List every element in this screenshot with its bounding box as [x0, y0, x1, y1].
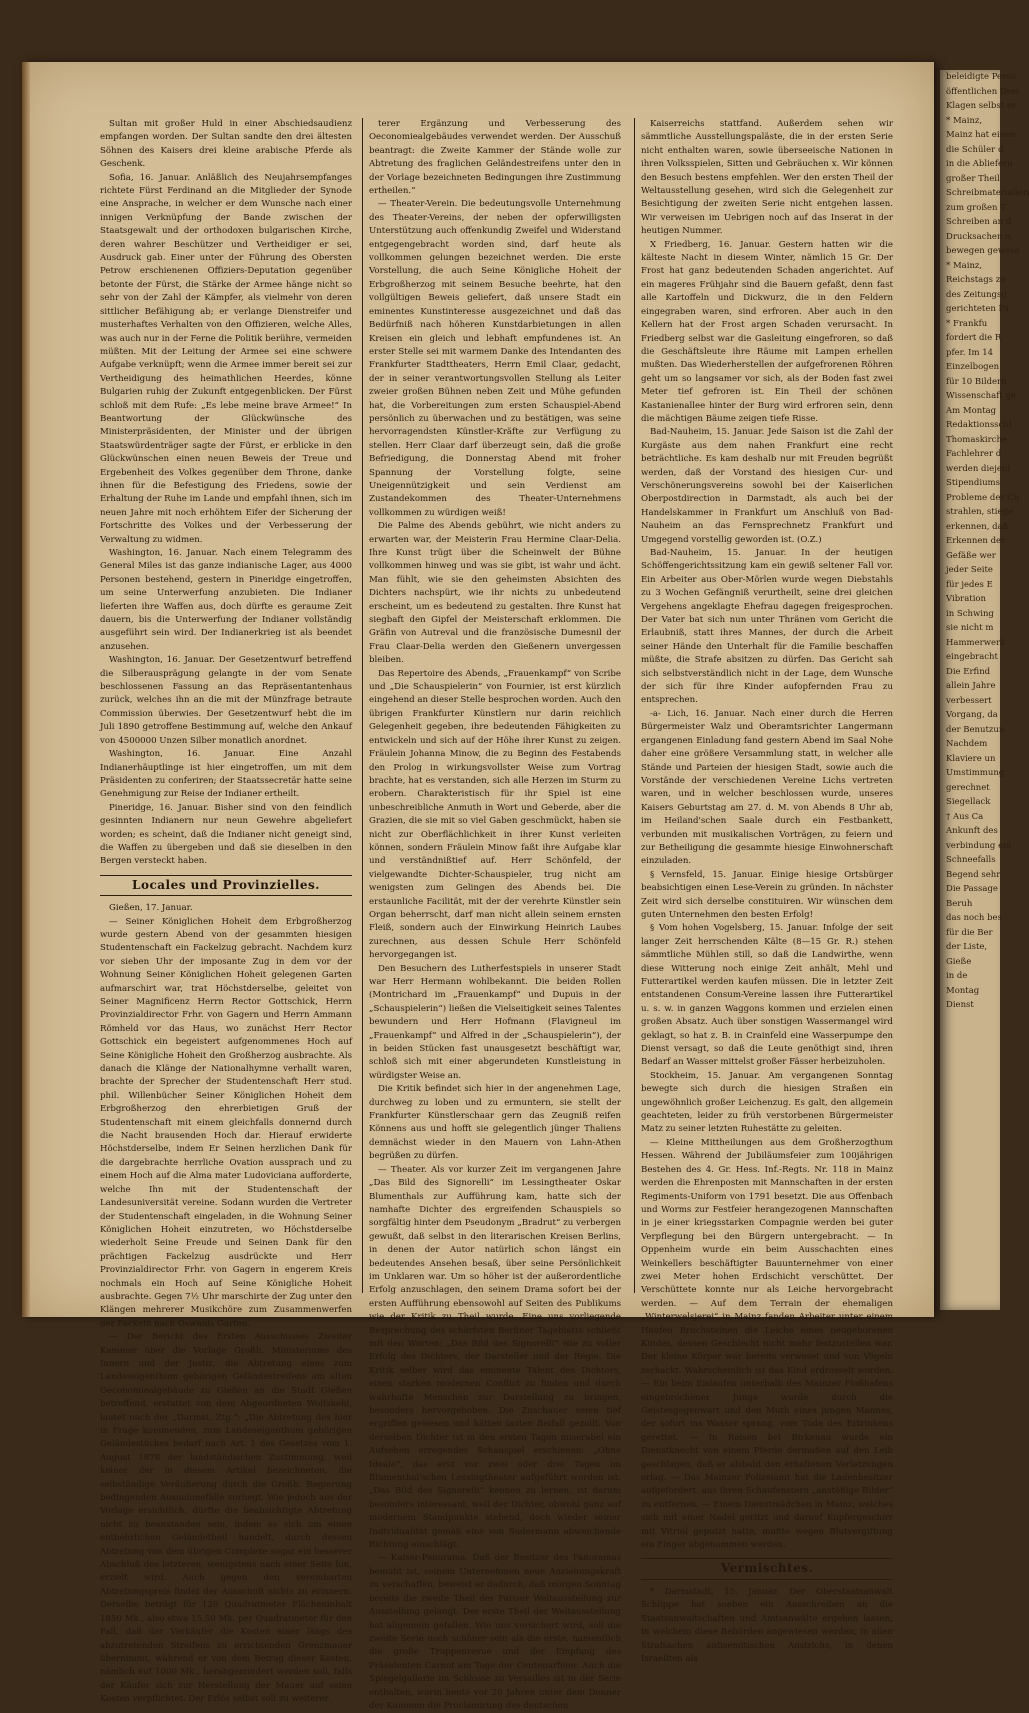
adjacent-page-fragment: † Aus Ca	[946, 811, 984, 822]
article-paragraph: Pineridge, 16. Januar. Bisher sind von den feindlich gesinnten Indianern nur neun Gewehre abgeliefert worden; es scheint, daß die Indianer nicht geneigt sind, die Waffen zu übergeben und daß sie dieselben in den Bergen versteckt haben.	[100, 802, 352, 867]
adjacent-page-fragment: Begend sehr	[946, 869, 1001, 880]
adjacent-page-fragment: für 10 Bildern	[946, 376, 1007, 387]
column-rule	[362, 118, 363, 1293]
article-paragraph: Stockheim, 15. Januar. Am vergangenen Sonntag bewegte sich durch die hiesigen Straßen ein ungewöhnlich großer Leichenzug. Es galt, den allgemein geachteten, leider zu früh verstorbenen Bürgermeister Matz zu seiner letzten Ruhestätte zu geleiten.	[641, 1070, 893, 1135]
article-paragraph: Kaiserreichs stattfand. Außerdem sehen wir sämmtliche Ausstellungspaläste, die in der ersten Serie nicht enthalten waren, sowie überseeische Nationen in ihren Volksspielen, Sitten und Gebräuchen x. Wir können den Besuch bestens empfehlen. Wer den ersten Theil der Weltausstellung gesehen, wird sich die Gelegenheit zur Besichtigung der zweiten Serie nicht entgehen lassen. Wir verweisen im Uebrigen noch auf das Inserat in der heutigen Nummer.	[641, 119, 893, 237]
adjacent-page-fragment: Dienst	[946, 1000, 974, 1010]
adjacent-page-fragment: Klaviere un	[946, 753, 996, 764]
adjacent-page-fragment: in die Ablieferu	[946, 159, 1013, 169]
adjacent-page-fragment: Reichstags zu	[946, 275, 1006, 285]
adjacent-page-fragment: Gieße	[946, 956, 972, 967]
adjacent-page-fragment: die Schüler d	[946, 144, 1004, 155]
adjacent-page-fragment: Einzelbogen	[946, 362, 1000, 372]
adjacent-page-fragment: Redaktionsschl	[946, 420, 1012, 430]
adjacent-page-fragment: für die Ber	[946, 927, 993, 938]
adjacent-page-fragment: * Frankfu	[946, 318, 988, 329]
adjacent-page-fragment: sie nicht m	[946, 623, 994, 633]
article-paragraph: — Kaiser-Panorama. Daß der Besitzer des Panoramas bemüht ist, seinem Unternehmen neue Anziehungskraft zu verschaffen, beweist er dadurch, daß morgen Sonntag bereits die zweite Theil der Pariser Weltausstellung zur Ausstellung gelangt. Der erste Theil der Weltausstellung hat allgemein gefallen. Wie uns versichert wird, soll die zweite Serie noch schöner sein als die erste, namentlich die große Truppenrevue und der Empfang des Präsidenten Carnot am Tage der Centenarfeier. Auch die Spiegelgallerie im Schlosse zu Versailles ist in der Serie enthalten, worin heute vor 20 Jahren unter dem Donner der Kanonen die Proclamirung des deutschen	[369, 1553, 621, 1711]
adjacent-page-fragment: Vibration	[946, 594, 987, 604]
adjacent-page-fragment: eingebracht	[946, 652, 998, 662]
article-paragraph: Die Palme des Abends gebührt, wie nicht anders zu erwarten war, der Meisterin Frau Hermine Claar-Delia. Ihre Kunst trügt über die Scheinwelt der Bühne vollkommen hinweg und was sie gibt, ist wahr und ächt. Man fühlt, wie sie den geheimsten Absichten des Dichters nachspürt, wie ihr nichts zu unbedeutend erscheint, um es bedeutend zu gestalten. Ihre Kunst hat siegbaft den Gipfel der Meisterschaft erklommen. Die Gräfin von Autreval und die französische Dumesnil der Frau Claar-Delia werden den Gießenern unvergessen bleiben.	[369, 521, 621, 666]
article-paragraph: § Vom hohen Vogelsberg, 15. Januar. Infolge der seit langer Zeit herrschenden Kälte (8—15 Gr. R.) stehen sämmtliche Mühlen still, so daß die Landwirthe, wenn diese Witterung noch einige Zeit anhält, Mehl und Futterartikel werden kaufen müssen. Die in letzter Zeit entstandenen Consum-Vereine lassen ihre Futterartikel u. s. w. in ganzen Waggons kommen und erzielen einen großen Absatz. Auch über sonstigen Wassermangel wird geklagt, so hat z. B. in Crainfeld eine Wasserpumpe den Dienst versagt, so daß die Leute genöthigt sind, ihren Bedarf an Wasser mittelst großer Fässer herbeizuholen.	[641, 923, 893, 1068]
adjacent-page-fragment: in de	[946, 971, 968, 981]
article-paragraph: Washington, 16. Januar. Eine Anzahl Indianerhäuptlinge ist hier eingetroffen, um mit dem Präsidenten zu conferiren; der Staatssecretär hatte seine Genehmigung zur Reise der Indianer ertheilt.	[100, 749, 352, 800]
column-rule	[634, 118, 635, 1293]
section-heading: Vermischtes.	[641, 1558, 893, 1579]
adjacent-page-fragment: bewegen gewese	[946, 246, 1020, 256]
adjacent-page-fragment: Schreiben an d	[946, 217, 1012, 227]
adjacent-page-fragment: Montag	[946, 985, 980, 996]
adjacent-page-fragment: Hammerwerk	[946, 637, 1006, 648]
adjacent-page-fragment: Nachdem	[946, 739, 988, 749]
adjacent-page-fragment: Erkennen der	[946, 536, 1006, 546]
adjacent-page-fragment: fordert die R	[946, 333, 1002, 343]
article-paragraph: Bad-Nauheim, 15. Januar. In der heutigen Schöffengerichtssitzung kam ein gewiß seltener Fall vor. Ein Arbeiter aus Ober-Mörlen wurde wegen Diebstahls zu 3 Wochen Gefängniß verurtheilt, seine drei gleichen Vergehens angeklagte Ehefrau dagegen freigesprochen. Der Vater bat sich nun unter Thränen vom Gericht die Erlaubniß, statt ihres Mannes, der durch die Arbeit seiner Hände den Unterhalt für die Familie beschaffen müßte, die Strafe absitzen zu dürfen. Das Gericht sah sich selbstverständlich nicht in der Lage, dem Wunsche der sich für ihre Kinder aufopfernden Frau zu entsprechen.	[641, 548, 893, 706]
section-heading: Locales und Provinzielles.	[100, 875, 352, 896]
adjacent-page-fragment: * Mainz,	[946, 115, 983, 126]
adjacent-page-fragment: für jedes E	[946, 579, 993, 590]
adjacent-page-fragment: jeder Seite	[946, 565, 993, 575]
adjacent-page-fragment: werden diejeni	[946, 463, 1011, 474]
article-paragraph: Washington, 16. Januar. Nach einem Telegramm des General Miles ist das ganze indianische Lager, aus 4000 Personen bestehend, gestern in Pineridge eingetroffen, um seine Unterwerfung anzubieten. Die Indianer lieferten ihre Waffen aus, doch dürfte es geraume Zeit dauern, bis die Unterwerfung der Indianer vollständig ausgeführt sein wird. Der Indianerkrieg ist als beendet anzusehen.	[100, 548, 352, 652]
adjacent-page-fragment: allein Jahre	[946, 681, 996, 691]
article-paragraph: — Seiner Königlichen Hoheit dem Erbgroßherzog wurde gestern Abend von der gesammten hiesigen Studentenschaft ein Fackelzug gebracht. Nachdem kurz vor sieben Uhr der imposante Zug in dem vor der Wohnung Seiner Königlichen Hoheit gelegenen Garten aufmarschirt war, trat Höchstderselbe, geleitet von Seiner Magnificenz Herrn Rector Gottschick, Herrn Provinzialdirector Frhr. von Gagern und Herrn Ammann Römheld vor das Haus, wo zunächst Herr Rector Gottschick ein begeistert aufgenommenes Hoch auf Seine Königliche Hoheit den Großherzog ausbrachte. Als danach die Klänge der Nationalhymne verhallt waren, brachte der Sprecher der Studentenschaft Herr stud. phil. Willenbücher Seiner Königlichen Hoheit dem Erbgroßherzog den ehrerbietigen Gruß der Studentenschaft mit einem gleichfalls donnernd durch die Nacht brausenden Hoch dar. Hierauf erwiderte Höchstderselbe, indem Er Seinen herzlichen Dank für die dargebrachte herrliche Ovation aussprach und zu einem Hoch auf die Alma mater Ludoviciana aufforderte, welche Ihn mit der Studentenschaft der Landesuniversität vereine. Sodann wurden die Vertreter der Studentenschaft eingeladen, in die Wohnung Seiner Königlichen Hoheit einzutreten, wo Höchstderselbe wiederholt Seine Freude und Seinen Dank für den prächtigen Fackelzug ausdrückte und Herr Provinzialdirector Frhr. von Gagern in engerem Kreis nochmals ein Hoch auf Seine Königliche Hoheit ausbrachte. Gegen 7½ Uhr marschirte der Zug unter den Klängen mehrerer Musikchöre zum Zusammenwerfen der Fackeln nach Oswalds Garten.	[100, 916, 352, 1329]
adjacent-page-fragment: Probleme der Ch	[946, 492, 1020, 503]
article-paragraph: -a- Lich, 16. Januar. Nach einer durch die Herren Bürgermeister Walz und Oberamtsrichter Langermann ergangenen Einladung fand gestern Abend im Saal Nohe daher eine größere Versammlung statt, in welcher alle Stände und Parteien der hiesigen Stadt, sowie auch die Vorstände der verschiedenen Vereine Lichs vertreten waren, und in welcher beschlossen wurde, unseres Kaisers Geburtstag am 27. d. M. von Abends 8 Uhr ab, im Heiland'schen Saale durch ein Festbankett, verbunden mit musikalischen Vorträgen, zu feiern und zur Betheiligung die gesammte hiesige Einwohnerschaft einzuladen.	[641, 708, 893, 867]
adjacent-page-fragment: Gefäße wer	[946, 550, 996, 561]
adjacent-page-fragment: pfer. Im 14	[946, 347, 994, 358]
newspaper-page	[22, 62, 934, 1711]
column-left	[100, 118, 352, 1705]
adjacent-page-fragment: Schreibmaterialien	[946, 188, 1029, 198]
adjacent-page-fragment: des Zeitungsg	[946, 289, 1007, 300]
article-paragraph: * Darmstadt, 15. Januar. Der Oberstaatsanwalt Schlippe hat soeben ein Ausschreiben an die Staatsanwaltschaften und Amtsanwälte ergehen lassen, in welchem diese Behörden angewiesen werden, in allen Strafsachen antisemitischen Anstrichs, in denen Israeliten als	[641, 1586, 893, 1664]
adjacent-page-fragment: der Benutzun	[946, 724, 1005, 735]
article-paragraph: X Friedberg, 16. Januar. Gestern hatten wir die kälteste Nacht in diesem Winter, nämlich 15 Gr. Der Frost hat ganz bedeutenden Schaden angerichtet. Auf ein mageres Frühjahr sind die Bauern gefaßt, denn fast alle Kartoffeln und Dickwurz, die in den Feldern eingegraben waren, sind erfroren. Aber auch in den Kellern hat der Frost argen Schaden verursacht. In Friedberg selbst war die Gasleitung eingefroren, so daß die Geschäftsleute ihre Räume mit Lampen erhellen mußten. Das Wiederherstellen der aufgefrorenen Röhren geht um so langsamer vor sich, als der Boden fast zwei Meter tief gefroren ist. Ein Theil der schönen Kastanienallee hinter der Burg wird erfroren sein, denn die mächtigen Bäume zeigen tiefe Risse.	[641, 239, 893, 424]
article-paragraph: — Kleine Mittheilungen aus dem Großherzogthum Hessen. Während der Jubiläumsfeier zum 100jährigen Bestehen des 4. Gr. Hess. Inf.-Regts. Nr. 118 in Mainz werden die Ehrenposten mit Mannschaften in der ersten Regiments-Uniform von 1791 besetzt. Die aus Offenbach und Worms zur Festfeier herangezogenen Mannschaften in je einer kriegsstarken Compagnie werden bei guter Verpflegung bei den Bürgern untergebracht. — In Oppenheim wurde ein beim Ausschachten eines Weinkellers beschäftigter Bauunternehmer von einer zwei Meter hohen Erdschicht verschüttet. Der Verschüttete konnte nur als Leiche hervorgebracht werden. — Auf dem Terrain der ehemaligen „Winterwelsjerei“ in Mainz fanden Arbeiter unter einem Haufen Bruchsteinen die Leiche eines neugeborenen Kindes, dessen Geschlecht nicht mehr festzustellen war. Der kleine Körper war bereits verweset und von Vögeln zerhackt. Wahrscheinlich ist das Kind erdrosselt worden. — Ein beim Eislaufen unterhalb des Mainzer Floßhafens eingebrochener Junge wurde durch die Geistesgegenwart und den Muth eines jungen Mannes, der sofort ins Wasser sprang, vom Tode des Ertrinkens gerettet. — In Reisen bei Birkenau wurde ein Dienstknecht von einem Pferde dermaßen auf den Leib geschlagen, daß er alsbald den erhaltenen Verletzungen erlag. — Das Mainzer Polizeiamt hat die Ladenbesitzer aufgefordert, aus ihren Schaufenstern „anstößige Bilder“ zu entfernen. — Einem Dienstmädchen in Mainz, welches sich mit einer Nadel geritzt und darauf Kupfergeschirr mit Vitriol geputzt hatte, mußte wegen Blutvergiftung ein Finger abgenommen werden.	[641, 1137, 893, 1551]
adjacent-page-fragment: der Liste,	[946, 942, 988, 952]
column-middle	[369, 118, 621, 1711]
adjacent-page-fragment: großer Theil	[946, 173, 1000, 184]
article-paragraph: Die Kritik befindet sich hier in der angenehmen Lage, durchweg zu loben und zu ermuntern, sie stellt der Frankfurter Künstlerschaar gern das Zeugniß reifen Könnens aus und hofft sie gelegentlich jünger Thaliens demnächst wieder in den Mauern von Lahn-Athen begrüßen zu dürfen.	[369, 1084, 621, 1162]
adjacent-page-fragment: strahlen, stiege	[946, 507, 1014, 517]
article-paragraph: Washington, 16. Januar. Der Gesetzentwurf betreffend die Silberausprägung gelangte in der vom Senate beschlossenen Fassung an das Repräsentantenhaus zurück, welches ihn an die mit der Münzfrage betraute Commission überwies. Der Gesetzentwurf hebt die im Juli 1890 getroffene Bestimmung auf, welche den Ankauf von 4500000 Unzen Silber monatlich anordnet.	[100, 655, 352, 746]
adjacent-page-fragment: Die Passage	[946, 884, 998, 894]
adjacent-page-fragment: Drucksachen n	[946, 231, 1011, 242]
article-paragraph: terer Ergänzung und Verbesserung des Oeconomiealgebäudes verwendet werden. Der Ausschuß beantragt: die Zweite Kammer der Stände wolle zur Abtretung des fraglichen Geländestreifens unter den in der Vorlage bezeichneten Bedingungen ihre Zustimmung ertheilen.“	[369, 119, 621, 197]
article-paragraph: Bad-Nauheim, 15. Januar. Jede Saison ist die Zahl der Kurgäste aus dem nahen Frankfurt eine recht beträchtliche. Es kam deshalb nur mit Freuden begrüßt werden, daß der Vorstand des hiesigen Cur- und Verschönerungsvereins sowohl bei der Kaiserlichen Oberpostdirection in Darmstadt, als auch bei der Handelskammer in Frankfurt um Anschluß von Bad-Nauheim an das Fernsprechnetz Frankfurt und Umgegend vorstellig geworden ist. (O.Z.)	[641, 427, 893, 545]
adjacent-page-fragment: zum großen T	[946, 202, 1006, 213]
adjacent-page-fragment: gerechnet	[946, 782, 990, 793]
adjacent-page-fragment: Schneefalls	[946, 855, 996, 865]
adjacent-page-fragment: Vorgang, da	[946, 710, 998, 720]
adjacent-page-fragment: Wissenschaft ge	[946, 391, 1016, 401]
adjacent-page-fragment: verbindung ein	[946, 840, 1012, 851]
adjacent-page-fragment: das noch bes	[946, 913, 1002, 923]
adjacent-page-fragment: verbessert	[946, 695, 992, 706]
article-paragraph: — Der Bericht des Ersten Ausschusses Zweiter Kammer über die Vorlage Großh. Ministeriums des Innern und der Justiz, die Abtretung eines zum Landeseigenthum gehörigen Geländestreifens am alten Oeconomiealgebäude zu Gießen an die Stadt Gießen betreffend, erstattet von dem Abgeordneten Wolfskehl, lautet nach der „Darmst. Ztg.“: „Die Abtretung des hier in Frage kommenden, zum Landeseigenthum gehörigen Geländestückes bedarf nach Art. 1 des Gesetzes vom 1. August 1878 der landständischen Zustimmung, weil keiner der in diesem Artikel bezeichneten, die selbständige Veräußerung durch die Großh. Regierung bedingenden Ausnahmefälle vorliegt. Wie jedoch aus der Vorlage ersichtlich, dürfte die beabsichtigte Abtretung nicht zu beanstanden sein, indem es sich um einen entbehrlichen Geländetheil handelt, durch dessen Abtretung von dem übrigen Complexe sogar ein besserer Abschluß des letzteren, wenigstens nach einer Seite hin, erzielt wird. Auch gegen den vereinbarten Abtretungspreis findet der Ausschuß nichts zu erinnern. Derselbe beträgt für 120 Quadratmeter Flächeninhalt 1850 Mk., also etwa 15,50 Mk. per Quadratmeter für den Fall, daß der Verkäufer die Kosten einer längs des abzutretenden Streifens zu errichtenden Grenzmauer übernimmt, während er von dem Betrag dieser Kosten, nämlich auf 1000 Mk., herabgemindert werden soll, falls der Käufer sich zur Herstellung der Mauer auf seine Kosten verpflichtet. Der Erlös selbst soll zu weiterer	[100, 1332, 352, 1705]
adjacent-page-fragment: beleidigte Perso	[946, 72, 1016, 82]
adjacent-page-fragment: Mainz hat einen	[946, 130, 1016, 140]
adjacent-page-fragment: * Mainz,	[946, 260, 983, 271]
column-right	[641, 118, 893, 1664]
article-paragraph: — Theater-Verein. Die bedeutungsvolle Unternehmung des Theater-Vereins, der neben der opferwilligsten Unterstützung auch offenkundig Zweifel und Widerstand entgegengebracht worden sind, darf heute als vollkommen gelungen bezeichnet werden. Die erste Vorstellung, die auch Seine Königliche Hoheit der Erbgroßherzog mit seinem Besuche beehrte, hat den vollgültigen Beweis geliefert, daß unsere Stadt ein eminentes Kunstinteresse ausgezeichnet und daß das Bedürfniß nach höheren Kunstdarbietungen in allen Kreisen ein gleich und lebhaft empfundenes ist. An erster Stelle sei mit warmem Danke des Intendanten des Frankfurter Stadttheaters, Herrn Emil Claar, gedacht, der in seiner verantwortungsvollen Stellung als Leiter zweier großen Bühnen neben Zeit und Mühe gefunden hat, die Vorbereitungen zum ersten Schauspiel-Abend persönlich zu überwachen und zu bestätigen, was seine hervorragendsten Künstler-Kräfte zur Verfügung zu stellen. Herr Claar darf überzeugt sein, daß die große Befriedigung, die Donnerstag Abend mit froher Spannung der Vorstellung folgte, seine Uneigennützigkeit und sein Verdienst am Zustandekommen des Theater-Unternehmens vollkommen zu würdigen weiß!	[369, 199, 621, 518]
adjacent-page-fragment: Klagen selbst er	[946, 101, 1016, 111]
adjacent-page-fragment: in Schwing	[946, 608, 994, 619]
adjacent-page-fragment: Siegellack	[946, 797, 991, 807]
adjacent-page-fragment: gerichteten Pa	[946, 304, 1009, 314]
adjacent-page-fragment: Ankunft des	[946, 826, 998, 836]
adjacent-page-fragment: erkennen, daß	[946, 521, 1009, 532]
adjacent-page-fragment: Thomaskirche	[946, 434, 1007, 445]
article-paragraph: Gießen, 17. Januar.	[109, 903, 193, 914]
article-paragraph: — Theater. Als vor kurzer Zeit im vergangenen Jahre „Das Bild des Signorelli“ im Lessingtheater Oskar Blumenthals zur Aufführung kam, hatte sich der namhafte Dichter des ergreifenden Schauspiels so sorgfältig hinter dem Pseudonym „Bradrut“ zu verbergen gewußt, daß selbst in den literarischen Kreisen Berlins, in denen der Autor natürlich schon längst ein bedeutendes Ansehen besaß, über seine Persönlichkeit im Unklaren war. Um so höher ist der außerordentliche Erfolg anzuschlagen, den seinem Drama sofort bei der ersten Aufführung ebensowohl auf Seiten des Publikums wie der Kritik zu Theil wurde. Eine uns vorliegende Besprechung des schärfsten Berliner Tageblatts schließt mit den Worten: „Das Bild des Signorelli“ wie zu voller Erfolg des Dichters, der Darsteller und der Regie. Die Kritik selber wird das eminente Talent des Dichters, einen starken modernen Conflict zu finden und durch wahrhafte Menschen zur Darstellung zu bringen, besonders hervorgehoben. Die Zuschauer seien tief ergriffen gewesen und hätten lauten Beifall gezollt. Von derselben Dichter ist in den ersten Tagen miserabel ein Aufsehen erregendes Schauspiel erschienen: „Ohne Ideale“, das erst vor zwei oder drei Tagen im Blumenthal'schen Lessingtheater aufgeführt worden ist. „Das Bild des Signorelli“ kennen zu lernen, ist darum besonders interessant, weil der Dichter, obwohl ganz auf modernem Standpunkte stehend, doch wieder seiner Individualität gemäß eine von Sudermann abweichende Richtung einschlägt.	[369, 1164, 621, 1551]
article-paragraph: Das Repertoire des Abends, „Frauenkampf“ von Scribe und „Die Schauspielerin“ von Fournier, ist erst kürzlich eingehend an dieser Stelle besprochen worden. Auch den übrigen Frankfurter Künstlern nur darin reichlich Gelegenheit gegeben, ihre bedeutenden Fähigkeiten zu entwickeln und sich auf der Höhe ihrer Kunst zu zeigen. Fräulein Johanna Minow, die zu Beginn des Festabends den Prolog in wirkungsvollster Weise zum Vortrag brachte, hat es verstanden, sich alle Herzen im Sturm zu erobern. Charakteristisch für ihr Spiel ist eine unbeschreibliche Anmuth in Wort und Geberde, aber die Grazien, die sie mit so viel Gaben geschmückt, haben sie nicht zur Oberflächlichkeit in ihrer Kunst verleiten können, sondern Fräulein Minow faßt ihre Aufgabe klar und verständnißtief auf. Herr Schönfeld, der vielgewandte Dichter-Schauspieler, trug nicht am wenigsten zum Gelingen des Abends bei. Die erstaunliche Facilität, mit der der verehrte Künstler sein Organ beherrscht, darf man nicht allein seinem ernsten Fleiß, sondern auch der Einwirkung Heinrich Laubes zurechnen, aus dessen Schule Herr Schönfeld hervorgegangen ist.	[369, 668, 621, 961]
article-paragraph: Den Besuchern des Lutherfestspiels in unserer Stadt war Herr Hermann wohlbekannt. Die beiden Rollen (Montrichard im „Frauenkampf“ und Dupuis in der „Schauspielerin“) ließen die Vielseitigkeit seines Talentes bewundern und Herr Hofmann (Flavigneul im „Frauenkampf“ und Alfred in der „Schauspielerin“), der in beiden Stücken fast unausgesetzt beschäftigt war, schloß sich mit einer abgerundeten Kunstleistung in würdigster Weise an.	[369, 963, 621, 1081]
binding-gutter	[22, 62, 30, 1317]
adjacent-page-fragment: öffentlichen Drei	[946, 86, 1019, 97]
adjacent-page-fragment: Am Montag	[946, 405, 997, 416]
article-paragraph: § Vernsfeld, 15. Januar. Einige hiesige Ortsbürger beabsichtigen einen Lese-Verein zu gründen. In nächster Zeit wird sich derselbe constituiren. Wir wünschen dem guten Unternehmen den besten Erfolg!	[641, 869, 893, 920]
adjacent-page-fragment: Stipendiums	[946, 478, 1000, 488]
adjacent-page-edge	[940, 70, 1029, 1310]
adjacent-page-fragment: Beruh	[946, 898, 973, 909]
adjacent-page-fragment: Umstimmung	[946, 768, 1005, 778]
article-paragraph: Sultan mit großer Huld in einer Abschiedsaudienz empfangen worden. Der Sultan sandte den drei ältesten Söhnen des Kaisers drei kleine arabische Pferde als Geschenk.	[100, 119, 352, 170]
adjacent-page-fragment: Die Erfind	[946, 666, 991, 677]
adjacent-page-fragment: Fachlehrer d	[946, 449, 1002, 459]
article-paragraph: Sofia, 16. Januar. Anläßlich des Neujahrsempfanges richtete Fürst Ferdinand an die Mitglieder der Synode eine Ansprache, in welcher er dem Wunsche nach einer innigen Verknüpfung der Bande zwischen der Staatsgewalt und der orthodoxen bulgarischen Kirche, deren wahrer Beschützer und Vertheidiger er sei, Ausdruck gab. Einer unter der Führung des Obersten Petrow erschienenen Offiziers-Deputation gegenüber betonte der Fürst, die Stärke der Armee hänge nicht so sehr von der Zahl der Kämpfer, als vielmehr von deren sittlicher Befähigung ab; er verlange Dienstreifer und musterhaftes Verhalten von den Offizieren, welche Alles, was auch nur in der Ferne die Politik berühre, vermeiden müßten. Mit der Leitung der Armee sei eine schwere Aufgabe verknüpft; wenn die Armee immer bereit sei zur Vertheidigung des heimathlichen Heerdes, könne Bulgarien ruhig der Zukunft entgegenblicken. Der Fürst schloß mit dem Rufe: „Es lebe meine brave Armee!“ In Beantwortung der Glückwünsche des Ministerpräsidenten, der Minister und der übrigen Staatswürdenträger sagte der Fürst, er erblicke in den Glückwünschen einen neuen Beweis der Treue und Ergebenheit des Volkes gegenüber dem Throne, danke ihnen für die Befestigung des Friedens, sowie der Erhaltung der Ruhe im Lande und empfahl ihnen, sich im neuen Jahre mit noch erhöhtem Eifer der Sicherung der Fortschritte des Volkes und der Verbesserung der Verwaltung zu widmen.	[100, 172, 352, 545]
